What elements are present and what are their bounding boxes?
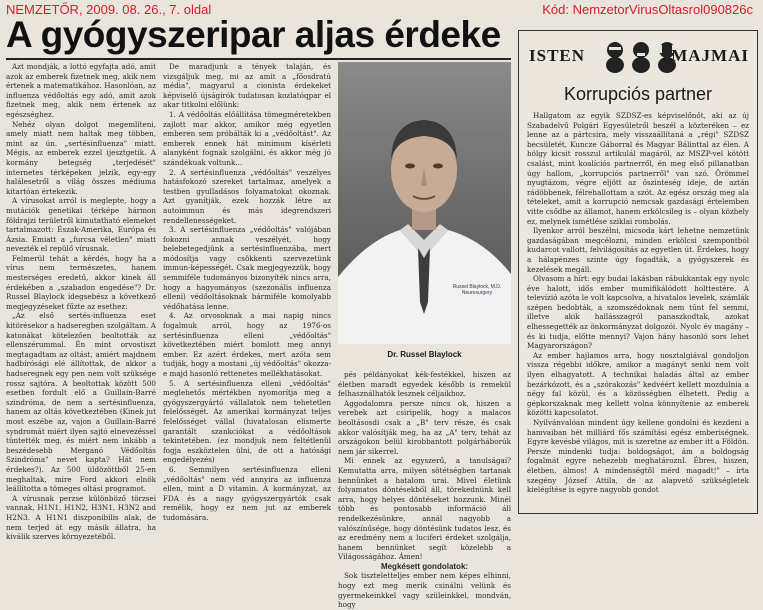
monkeys-icon <box>601 39 681 73</box>
article-column-3 <box>338 370 511 610</box>
paragraph: Azt mondják, a lottó egyfajta adó, amit azok az emberek fizetnek meg, akik nem értenek a matematikához. Hasonlóan, az influenza védőoltás egy adó, amit azok fizetnek meg, akik nem értenek az egészséghez. <box>6 62 156 119</box>
paragraph: Nyilvánvalóan mindent úgy kellene gondolni és kezdeni a hamvaiban hét milliárd fős számítási egész emberiségnek. Egyre kevésbé világos, mit is szeretne az ember itt a Földön. Persze mindenki tudja: boldogságot, ám a boldogság fogalmát egyre nehezebb meghatároznI. Ébres, hiszen, életben, álmos! A mindenségtől mérd magadt!" – írta szegény József Attila, de az alapvető szükségletek kielégítése is egyre nagyobb gondot <box>527 418 749 495</box>
paragraph: A vírusnak perzse különböző törzsei vannak, H1N1, H1N2, H3N1, H3N2 and H2N3. A H1N1 diszponibilis alak, de nem terjed át egy másik állatra, ha kiválik szerves környezetéből. <box>6 493 156 542</box>
article-column-2 <box>163 62 331 522</box>
paragraph: Nehéz olyan dolgot megemlíteni, amely miatt nem haltak meg többen, mint az ún. „sertésinfluenza" miatt. Mégis, az emberek ezzel ijesztgetik. A kormány betegség „terjedését" internetes térképeken jelzik, egy-egy halálesetről a világ összes médiuma kitartóan értekezik. <box>6 119 156 196</box>
paragraph: Hallgatom az egyik SZDSZ-es képviselőnőt, aki az új Szabadelvű Polgári Egyesületről beszél a közteréken – ez lenne az a pártcsira, mely visszaállítaná a „régi" SZDSZ becsületét, Kuncze Gáborral és Magyar Bálinttal az élen. A hölgy kicsit rosszul artikulál magáról, az MSZP-vel kötött csalást, mint koalíciós partnerről, én meg első pillanatban úgy hallom, „korrupciós partnerről" van szó. Örömmel nyugtázom, végre eljött az őszinteség ideje, de aztán rádöbbenek, félrehallottam a szót. Az egész ország meg ala tételeket, amit a korrupció nemcsak gazdasági értelemben vitte csődbe az államot, hanem erkölcsileg is – olyan közhely ez, melynek ismétlése sziklai rombolás. <box>527 111 749 226</box>
paragraph: De maradjunk a tények talaján, és vizsgáljuk meg, mi az amit a „főosdratú média", magyarul a cionista érdekeket képviselő újságírók tudatosan kozlatóqpar el akar titkolni előlünk: <box>163 62 331 110</box>
photo-caption: Dr. Russel Blaylock <box>387 350 462 359</box>
paragraph: 4. Az orvosoknak a mai napig nincs fogalmuk arról, hogy az 1976-os sertésinfluenza elleni „védőoltás" következtében miért bomlott meg annyi ember. Ez azért érdekes, mert azóta sem tudják, hogy a mostani „új védőoltás" okozza-e majd hasonló rettenetes mellékhatásokat. <box>163 311 331 378</box>
paragraph: Mi ennek az egyszerű, a tanulságai? Kemutatta arra, milyen sötétségben tartanak bennünket a hatalom urai. Mivel életünk folyamatos döntésekből áll, törekednünk kell arra, hogy helyes döntéseket hozzunk. Minél több és pontosabb információ áll rendelkezésünkre, annál nagyobb a valószínűsége, hogy döntésünk tudatos lesz, és az eredmény nem a luciferi érdeket szolgálja, hanem bennünket segít közelebb a Világosságához. Ámen! <box>338 456 511 562</box>
paragraph: 5. A sertésinfluenza elleni „védőoltás" meglehetős mértékben nyomorítja meg a gyógyszergyártó vállalatok nem tehetetlen felelősségét. Az amerikai kormányzat teljes felelősséget vállal (hivatalosan elismerte garantált szankciókat a védőoltások tekintetében. (ez mondjuk nem feltétlenül fogja eszköztelen ülni, de ott a hatósági engedélyezés) <box>163 378 331 465</box>
column-logo <box>529 39 749 73</box>
article-headline: A gyógyszeripar aljas érdeke <box>6 14 501 55</box>
sidebar-body <box>527 111 749 509</box>
paragraph: 2. A sertésinfluenza „védőoltás" veszélyes hatásfokozó szereket tartalmaz, amelyek a testben gyulladásos folyamatokat okoznak. Azt gyanítják, ezek hozzák létre az autoimmun és más idegrendszeri rendellenességeket. <box>163 167 331 225</box>
subhead: Megkésett gondolatok: <box>380 561 469 571</box>
paragraph: Aggodalomra persze nincs ok, hiszen a verebek azt csiripelik, hogy a malacos beoltásosdi csak a „B" terv része, és csak akkor valósítják meg, ha az „A" terv, tehát az országokon belül kirobbantott polgárháborúk nem jár sikerrel. <box>338 398 511 456</box>
paragraph: pés példányokat kék-festékkel, hiszen az életben maradt egyedek később is remekül felhasználhatók lesznek céljaikhoz. <box>338 370 511 399</box>
paragraph: Az ember hajlamos arra, hogy nosztalgiával gondoljon vissza régebbi időkre, amikor a magányt senki nem volt ilyen elhagyatott. A technikai haladás által az ember bezárkózott, és a „szórakozás" kedvéért kellett mozdulnia a négy fal közül, és a közösségben élhetett. Pedig a gépkorszaknak meg kellett volna könnyítenie az emberek közötti kapcsolatot. <box>527 350 749 418</box>
article-column-1 <box>6 62 156 542</box>
logo-word-left: ISTEN <box>529 46 586 65</box>
logo-word-right: MAJMAI <box>671 46 749 65</box>
paragraph: 1. A védőoltás előállítása tömegméretekben zajlott mar akkor, amikor még egyetlen emberen sem próbálták ki a „védőoltást". Az emberek ennek hát minimum kísérleti alanyként fognak szolgálni, és akkor még jó szándékuak voltunk... <box>163 109 331 167</box>
paragraph: Ilyenkor arról beszélni, micsoda kárt lehetne nemzetünk gazdaságában megcélozni, minden erkölcsi szempontból kudarcot vallott, felvilágosítás az egyetlen út. Érdekes, hogy a hálapénzes szinte úgy fogadták, a gyógyszerek és kezelések megáll. <box>527 226 749 274</box>
paragraph: 3. A sertésinfluenza „védőoltás" valójában fokozni annak veszélyét, hogy belebetegedjünk a sertésinfluenzába, mert módosítja vagy csökkenti szervezetünk immun-képességét. Csak megjegyezzük, hogy semmiféle tudományos bizonyíték nincs arra, hogy a hagyományos (szezonális influenza elleni) védőoltásoknak bármiféle komolyabb védőhatása lenne. <box>163 225 331 311</box>
opinion-sidebar <box>518 30 758 514</box>
paragraph: Olvasom a hírt: egy budai lakásban rábukkantak egy nyolc éve halott, idős ember mumifikálódott holttestére. A televízió azóta le volt kapcsolva, a hivatalos levelek, számlák szépen bedobták, a szomszédoknak nem tűnt fel semmi, illetve akik hallásszagról panaszkodtak, azokat elhessegették az önkormányzat dolgozói. Nyolc év magány – és ki tudja, előtte mennyi? Vajon hány hasonló sors lehet Magyarországon? <box>527 274 749 351</box>
paragraph: Sok tiszteletteljes ember nem képes elhinni, hogy ezt meg merik csinálni velünk és gyermekeinkkel vagy szüleinkkel, mondván, hogy <box>338 571 511 610</box>
paragraph: A vírusokat arról is meglepte, hogy a mutációk genetikai térképe hármon földrajzi területről kimutatható elemeket tartalmazott: Észak-Amerika, Európa és Ázsia. Emiatt a „furcsa véletlen" miatt nevezték el repülő vírusnak. <box>6 196 156 254</box>
sidebar-title: Korrupciós partner <box>563 84 713 104</box>
headline-rule <box>6 58 511 60</box>
coat-embroidery: Russel Blaylock, M.D. Neurosurgery <box>452 284 502 296</box>
portrait-photo <box>338 62 511 344</box>
paragraph: 6. Semmilyen sertésinfluenza elleni „védőoltás" nem véd annyira az influenza ellen, mint a D vitamin. A kormányzat, az FDA és a nagy gyógyszergyártók csak remélik, hogy ez nem jut az emberek tudomására. <box>163 464 331 522</box>
paragraph: Felmerül tehát a kérdés, hogy ha a vírus nem természetes, hanem mesterséges eredetű, akkor kinek áll érdekében a „szabadon engedése"? Dr. Russel Blaylock idegsebész a következő megjegyzéseket fűzte az esethez: <box>6 253 156 311</box>
source-tag: NEMZETŐR, 2009. 08. 26., 7. oldal <box>6 2 212 17</box>
code-tag: Kód: NemzetorVirusOltasrol090826c <box>542 2 753 17</box>
paragraph: „Az első sertés-influenza eset kitörésekor a hadseregben szolgáltam. A katonákat kötelezően beoltották az ellenszérummal. Én mint orvostiszt megtagadtam az oltást, amiért majdnem hadbírósági elé állítottak, de akkor a hadseregnek egy pen nem volt szüksége rossz sajtóra. A beoltottak között 500 esetben fordult elő a Guillain-Barré szindróma, de nem a sertésinfluenza, hanem az oltás következtében (Kinek jut most eszébe az, vajon a Guillain-Barré syndromát miért ilyen sajtó elnevezéssel tüntették meg, és miért nem inkább a beszédesebb Merganó Védőoltás Szindróma" nevet kapta? Hát nem érdekes?). Az 500 üldözöttből 25-en meghaltak, mire Ford akkori elnök leállította a tömeges oltási programot. <box>6 311 156 494</box>
